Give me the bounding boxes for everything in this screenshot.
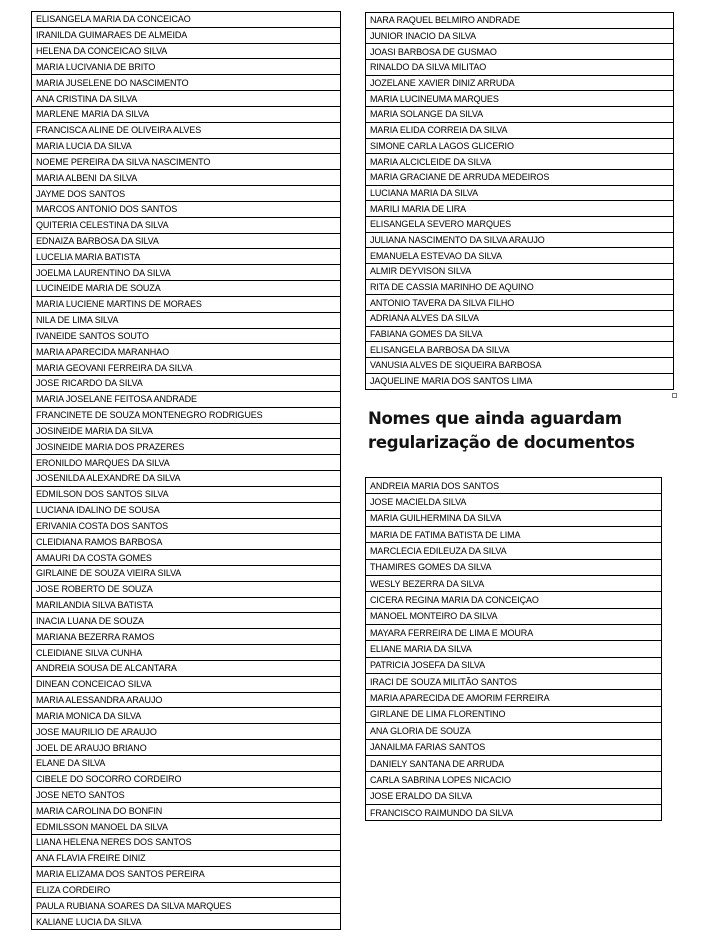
- name-cell: CLEIDIANA RAMOS BARBOSA: [32, 534, 341, 550]
- name-cell: JANAILMA FARIAS SANTOS: [366, 739, 662, 755]
- name-cell: ELIANE MARIA DA SILVA: [366, 641, 662, 657]
- table-row: [366, 138, 674, 154]
- table-row: [366, 478, 662, 494]
- name-cell: MARIA JUSELENE DO NASCIMENTO: [32, 75, 341, 91]
- name-cell: RINALDO DA SILVA MILITAO: [366, 60, 674, 76]
- table-row: [32, 217, 341, 233]
- name-cell: MARIA LUCIVANIA DE BRITO: [32, 59, 341, 75]
- name-cell: JOSENILDA ALEXANDRE DA SILVA: [32, 471, 341, 487]
- pending-heading-line-2: regularização de documentos: [368, 433, 635, 452]
- name-cell: ANA FLAVIA FREIRE DINIZ: [32, 850, 341, 866]
- table-row: [366, 527, 662, 543]
- table-row: [32, 898, 341, 914]
- name-cell: ANTONIO TAVERA DA SILVA FILHO: [366, 295, 674, 311]
- name-cell: IRANILDA GUIMARAES DE ALMEIDA: [32, 27, 341, 43]
- name-cell: MARIA JOSELANE FEITOSA ANDRADE: [32, 391, 341, 407]
- table-row: [32, 803, 341, 819]
- pending-heading: [368, 407, 688, 455]
- table-row: [366, 107, 674, 123]
- table-row: [32, 692, 341, 708]
- table-row: [32, 360, 341, 376]
- name-cell: MARIA ALBENI DA SILVA: [32, 170, 341, 186]
- table-row: [32, 486, 341, 502]
- table-row: [32, 787, 341, 803]
- table-row: [366, 592, 662, 608]
- table-row: [32, 708, 341, 724]
- right-name-table: [365, 12, 674, 390]
- name-cell: EDMILSON DOS SANTOS SILVA: [32, 486, 341, 502]
- table-row: [366, 279, 674, 295]
- table-row: [32, 724, 341, 740]
- name-cell: EDMILSSON MANOEL DA SILVA: [32, 819, 341, 835]
- table-row: [366, 248, 674, 264]
- table-row: [32, 613, 341, 629]
- name-cell: ANA CRISTINA DA SILVA: [32, 91, 341, 107]
- table-row: [32, 59, 341, 75]
- name-cell: MARLENE MARIA DA SILVA: [32, 106, 341, 122]
- name-cell: CIBELE DO SOCORRO CORDEIRO: [32, 771, 341, 787]
- table-row: [32, 629, 341, 645]
- name-cell: NARA RAQUEL BELMIRO ANDRADE: [366, 13, 674, 29]
- name-cell: MARIANA BEZERRA RAMOS: [32, 629, 341, 645]
- table-row: [32, 581, 341, 597]
- name-cell: CLEIDIANE SILVA CUNHA: [32, 645, 341, 661]
- name-cell: JUNIOR INACIO DA SILVA: [366, 28, 674, 44]
- left-name-table: [31, 11, 341, 930]
- name-cell: MARIA CAROLINA DO BONFIN: [32, 803, 341, 819]
- name-cell: LUCELIA MARIA BATISTA: [32, 249, 341, 265]
- table-row: [32, 391, 341, 407]
- name-cell: MARIA SOLANGE DA SILVA: [366, 107, 674, 123]
- name-cell: PATRICIA JOSEFA DA SILVA: [366, 657, 662, 673]
- table-row: [32, 265, 341, 281]
- table-row: [32, 850, 341, 866]
- table-row: [366, 657, 662, 673]
- table-row: [366, 91, 674, 107]
- name-cell: QUITERIA CELESTINA DA SILVA: [32, 217, 341, 233]
- table-row: [366, 28, 674, 44]
- name-cell: FABIANA GOMES DA SILVA: [366, 326, 674, 342]
- name-cell: LUCIANA MARIA DA SILVA: [366, 185, 674, 201]
- name-cell: VANUSIA ALVES DE SIQUEIRA BARBOSA: [366, 358, 674, 374]
- table-row: [366, 75, 674, 91]
- table-row: [366, 122, 674, 138]
- table-row: [32, 835, 341, 851]
- table-row: [32, 455, 341, 471]
- name-cell: IRACI DE SOUZA MILITÃO SANTOS: [366, 674, 662, 690]
- name-cell: JOSE RICARDO DA SILVA: [32, 376, 341, 392]
- name-cell: WESLY BEZERRA DA SILVA: [366, 576, 662, 592]
- table-row: [366, 154, 674, 170]
- table-row: [32, 740, 341, 756]
- name-cell: ADRIANA ALVES DA SILVA: [366, 311, 674, 327]
- table-row: [32, 312, 341, 328]
- name-cell: JOASI BARBOSA DE GUSMAO: [366, 44, 674, 60]
- name-cell: DANIELY SANTANA DE ARRUDA: [366, 755, 662, 771]
- table-row: [32, 819, 341, 835]
- name-cell: HELENA DA CONCEICAO SILVA: [32, 43, 341, 59]
- name-cell: ELANE DA SILVA: [32, 755, 341, 771]
- name-cell: ELISANGELA BARBOSA DA SILVA: [366, 342, 674, 358]
- name-cell: FRANCISCA ALINE DE OLIVEIRA ALVES: [32, 122, 341, 138]
- name-cell: RITA DE CASSIA MARINHO DE AQUINO: [366, 279, 674, 295]
- table-row: [32, 676, 341, 692]
- name-cell: CARLA SABRINA LOPES NICACIO: [366, 772, 662, 788]
- name-cell: MAYARA FERREIRA DE LIMA E MOURA: [366, 625, 662, 641]
- name-cell: MANOEL MONTEIRO DA SILVA: [366, 608, 662, 624]
- table-row: [366, 494, 662, 510]
- table-row: [32, 122, 341, 138]
- name-cell: INACIA LUANA DE SOUZA: [32, 613, 341, 629]
- table-row: [366, 690, 662, 706]
- table-row: [32, 344, 341, 360]
- name-cell: AMAURI DA COSTA GOMES: [32, 550, 341, 566]
- table-resize-handle[interactable]: [672, 393, 677, 398]
- name-cell: ELISANGELA SEVERO MARQUES: [366, 216, 674, 232]
- table-row: [366, 641, 662, 657]
- name-cell: MARIA GRACIANE DE ARRUDA MEDEIROS: [366, 169, 674, 185]
- table-row: [366, 13, 674, 29]
- table-row: [32, 138, 341, 154]
- table-row: [32, 439, 341, 455]
- table-row: [32, 502, 341, 518]
- table-row: [32, 106, 341, 122]
- table-row: [366, 804, 662, 820]
- name-cell: MARIA LUCIENE MARTINS DE MORAES: [32, 296, 341, 312]
- name-cell: MARIA ELIDA CORREIA DA SILVA: [366, 122, 674, 138]
- table-row: [32, 43, 341, 59]
- name-cell: JOSE ROBERTO DE SOUZA: [32, 581, 341, 597]
- table-row: [32, 154, 341, 170]
- name-cell: ANDREIA SOUSA DE ALCANTARA: [32, 660, 341, 676]
- name-cell: JOSE NETO SANTOS: [32, 787, 341, 803]
- table-row: [32, 534, 341, 550]
- table-row: [32, 75, 341, 91]
- name-cell: NOEME PEREIRA DA SILVA NASCIMENTO: [32, 154, 341, 170]
- name-cell: ANA GLORIA DE SOUZA: [366, 723, 662, 739]
- name-cell: MARIA MONICA DA SILVA: [32, 708, 341, 724]
- name-cell: JULIANA NASCIMENTO DA SILVA ARAUJO: [366, 232, 674, 248]
- name-cell: FRANCISCO RAIMUNDO DA SILVA: [366, 804, 662, 820]
- table-row: [366, 264, 674, 280]
- table-row: [32, 423, 341, 439]
- table-row: [32, 186, 341, 202]
- table-row: [366, 326, 674, 342]
- name-cell: JAQUELINE MARIA DOS SANTOS LIMA: [366, 373, 674, 389]
- name-cell: ANDREIA MARIA DOS SANTOS: [366, 478, 662, 494]
- table-row: [366, 625, 662, 641]
- table-row: [32, 281, 341, 297]
- name-cell: PAULA RUBIANA SOARES DA SILVA MARQUES: [32, 898, 341, 914]
- name-cell: JOSE MAURILIO DE ARAUJO: [32, 724, 341, 740]
- table-row: [32, 376, 341, 392]
- table-row: [366, 295, 674, 311]
- table-row: [366, 216, 674, 232]
- table-row: [366, 559, 662, 575]
- table-row: [32, 866, 341, 882]
- table-row: [366, 232, 674, 248]
- name-cell: MARIA APARECIDA MARANHAO: [32, 344, 341, 360]
- name-cell: KALIANE LUCIA DA SILVA: [32, 914, 341, 930]
- table-row: [32, 201, 341, 217]
- name-cell: MARIA GUILHERMINA DA SILVA: [366, 510, 662, 526]
- pending-heading-line-1: Nomes que ainda aguardam: [368, 409, 622, 428]
- name-cell: LUCIANA IDALINO DE SOUSA: [32, 502, 341, 518]
- table-row: [32, 645, 341, 661]
- name-cell: MARILANDIA SILVA BATISTA: [32, 597, 341, 613]
- table-row: [366, 772, 662, 788]
- table-row: [32, 12, 341, 28]
- table-row: [366, 169, 674, 185]
- name-cell: MARIA APARECIDA DE AMORIM FERREIRA: [366, 690, 662, 706]
- name-cell: JOELMA LAURENTINO DA SILVA: [32, 265, 341, 281]
- name-cell: LUCINEIDE MARIA DE SOUZA: [32, 281, 341, 297]
- name-cell: JOEL DE ARAUJO BRIANO: [32, 740, 341, 756]
- table-row: [366, 311, 674, 327]
- table-row: [366, 44, 674, 60]
- name-cell: MARIA DE FATIMA BATISTA DE LIMA: [366, 527, 662, 543]
- table-row: [366, 576, 662, 592]
- table-row: [32, 471, 341, 487]
- table-row: [32, 660, 341, 676]
- name-cell: MARIA LUCIA DA SILVA: [32, 138, 341, 154]
- name-cell: MARILI MARIA DE LIRA: [366, 201, 674, 217]
- table-row: [366, 706, 662, 722]
- table-row: [32, 249, 341, 265]
- table-row: [366, 755, 662, 771]
- table-row: [32, 518, 341, 534]
- name-cell: ERONILDO MARQUES DA SILVA: [32, 455, 341, 471]
- name-cell: JAYME DOS SANTOS: [32, 186, 341, 202]
- table-row: [366, 788, 662, 804]
- name-cell: JOSINEIDE MARIA DA SILVA: [32, 423, 341, 439]
- name-cell: JOSE ERALDO DA SILVA: [366, 788, 662, 804]
- name-cell: CICERA REGINA MARIA DA CONCEIÇAO: [366, 592, 662, 608]
- table-row: [366, 608, 662, 624]
- name-cell: MARCLECIA EDILEUZA DA SILVA: [366, 543, 662, 559]
- name-cell: ELISANGELA MARIA DA CONCEICAO: [32, 12, 341, 28]
- name-cell: DINEAN CONCEICAO SILVA: [32, 676, 341, 692]
- name-cell: EMANUELA ESTEVAO DA SILVA: [366, 248, 674, 264]
- name-cell: JOSE MACIELDA SILVA: [366, 494, 662, 510]
- name-cell: LIANA HELENA NERES DOS SANTOS: [32, 835, 341, 851]
- table-row: [366, 185, 674, 201]
- name-cell: GIRLAINE DE SOUZA VIEIRA SILVA: [32, 565, 341, 581]
- table-row: [32, 597, 341, 613]
- table-row: [32, 755, 341, 771]
- table-row: [32, 914, 341, 930]
- table-row: [32, 407, 341, 423]
- table-row: [32, 882, 341, 898]
- table-row: [366, 373, 674, 389]
- pending-name-table: [365, 477, 662, 821]
- name-cell: ERIVANIA COSTA DOS SANTOS: [32, 518, 341, 534]
- name-cell: FRANCINETE DE SOUZA MONTENEGRO RODRIGUES: [32, 407, 341, 423]
- table-row: [32, 91, 341, 107]
- name-cell: MARCOS ANTONIO DOS SANTOS: [32, 201, 341, 217]
- name-cell: MARIA GEOVANI FERREIRA DA SILVA: [32, 360, 341, 376]
- table-row: [366, 60, 674, 76]
- name-cell: NILA DE LIMA SILVA: [32, 312, 341, 328]
- table-row: [366, 358, 674, 374]
- table-row: [32, 233, 341, 249]
- name-cell: JOSINEIDE MARIA DOS PRAZERES: [32, 439, 341, 455]
- table-row: [32, 550, 341, 566]
- name-cell: GIRLANE DE LIMA FLORENTINO: [366, 706, 662, 722]
- name-cell: ELIZA CORDEIRO: [32, 882, 341, 898]
- name-cell: THAMIRES GOMES DA SILVA: [366, 559, 662, 575]
- table-row: [32, 565, 341, 581]
- table-row: [32, 296, 341, 312]
- table-row: [366, 543, 662, 559]
- table-row: [32, 170, 341, 186]
- table-row: [366, 342, 674, 358]
- name-cell: MARIA ELIZAMA DOS SANTOS PEREIRA: [32, 866, 341, 882]
- name-cell: JOZELANE XAVIER DINIZ ARRUDA: [366, 75, 674, 91]
- name-cell: MARIA LUCINEUMA MARQUES: [366, 91, 674, 107]
- name-cell: EDNAIZA BARBOSA DA SILVA: [32, 233, 341, 249]
- table-row: [366, 674, 662, 690]
- table-row: [366, 510, 662, 526]
- name-cell: MARIA ALESSANDRA ARAUJO: [32, 692, 341, 708]
- table-row: [366, 739, 662, 755]
- name-cell: ALMIR DEYVISON SILVA: [366, 264, 674, 280]
- name-cell: IVANEIDE SANTOS SOUTO: [32, 328, 341, 344]
- name-cell: MARIA ALCICLEIDE DA SILVA: [366, 154, 674, 170]
- table-row: [32, 27, 341, 43]
- table-row: [366, 201, 674, 217]
- table-row: [32, 328, 341, 344]
- table-row: [32, 771, 341, 787]
- table-row: [366, 723, 662, 739]
- name-cell: SIMONE CARLA LAGOS GLICERIO: [366, 138, 674, 154]
